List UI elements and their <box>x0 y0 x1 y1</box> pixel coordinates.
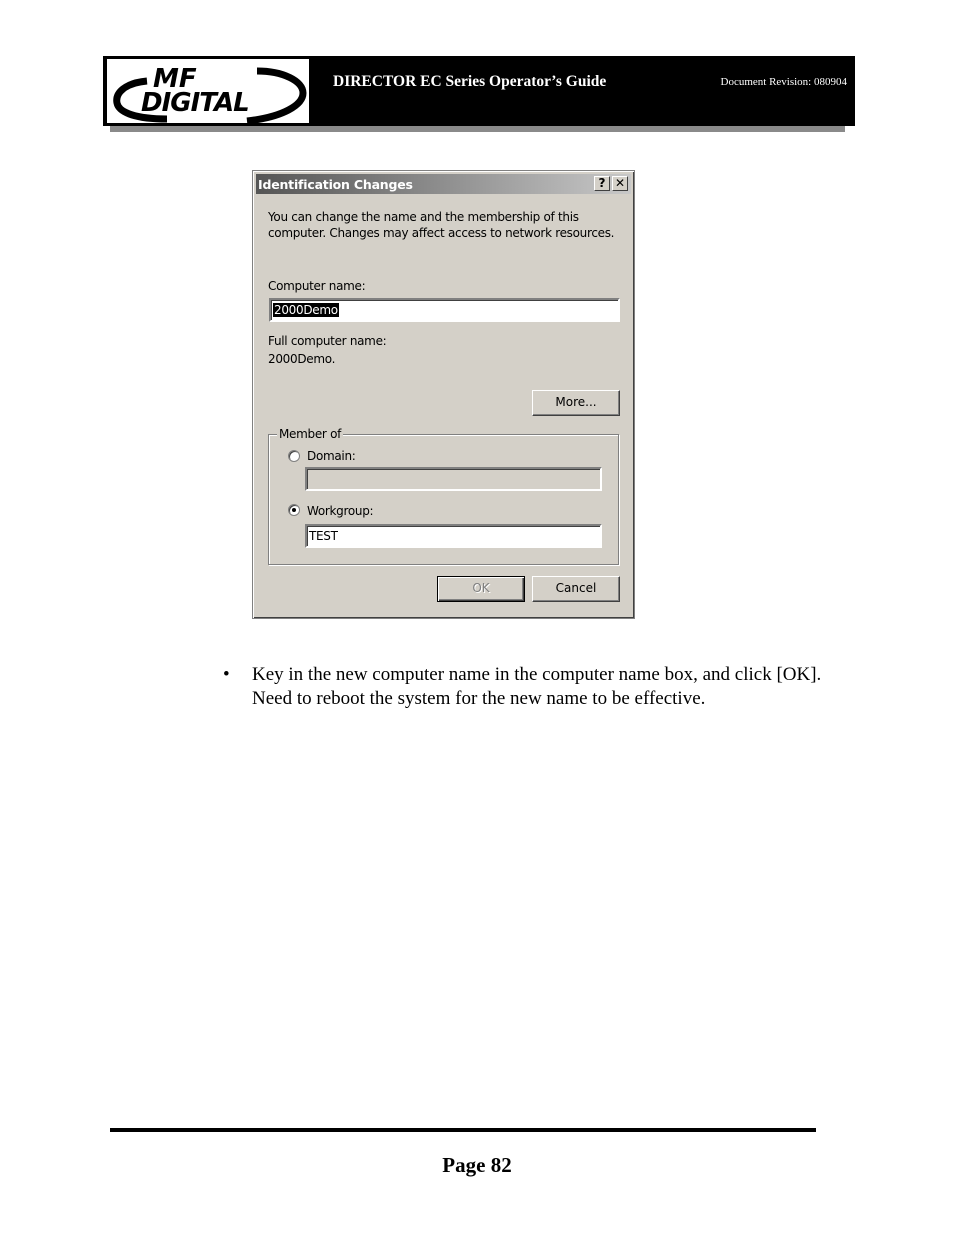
more-button[interactable] <box>532 390 620 416</box>
domain-label: Domain: <box>307 449 356 463</box>
mf-digital-logo <box>107 59 309 123</box>
close-button[interactable] <box>612 176 628 191</box>
bullet-marker: • <box>223 664 230 685</box>
footer-rule <box>110 1128 816 1132</box>
close-icon: ✕ <box>614 176 626 190</box>
workgroup-input[interactable] <box>305 524 602 548</box>
full-computer-name-label: Full computer name: <box>268 334 387 348</box>
computer-name-input[interactable] <box>269 298 620 322</box>
help-button[interactable] <box>594 176 610 191</box>
workgroup-value: TEST <box>309 529 338 543</box>
svg-text:DIGITAL: DIGITAL <box>141 88 249 118</box>
workgroup-label: Workgroup: <box>307 504 374 518</box>
svg-text:MF: MF <box>153 64 197 94</box>
identification-changes-dialog <box>252 170 635 619</box>
domain-input[interactable] <box>305 467 602 491</box>
full-computer-name-value: 2000Demo. <box>268 352 336 366</box>
radio-selected-dot <box>292 508 296 512</box>
computer-name-label: Computer name: <box>268 279 366 293</box>
dialog-titlebar <box>256 174 631 194</box>
workgroup-radio[interactable] <box>288 504 300 516</box>
cancel-button-label: Cancel <box>555 581 597 595</box>
instruction-text: Key in the new computer name in the computer name box, and click [OK]. Need to reboot the system for the new name to be effective. <box>252 664 822 709</box>
ok-button-label: OK <box>472 581 490 595</box>
document-title: DIRECTOR EC Series Operator’s Guide <box>333 73 607 90</box>
page-header <box>103 56 855 126</box>
page-number: Page 82 <box>442 1153 512 1177</box>
member-of-label: Member of <box>279 427 342 441</box>
more-button-label: More... <box>555 395 597 409</box>
help-icon: ? <box>598 176 606 190</box>
domain-radio[interactable] <box>288 450 300 462</box>
dialog-description: You can change the name and the membership of this computer. Changes may affect access to network resources. <box>268 210 615 240</box>
ok-button[interactable] <box>437 576 525 602</box>
dialog-title: Identification Changes <box>258 177 413 192</box>
cancel-button[interactable] <box>532 576 620 602</box>
computer-name-value: 2000Demo <box>274 303 338 317</box>
document-revision: Document Revision: 080904 <box>720 76 847 88</box>
